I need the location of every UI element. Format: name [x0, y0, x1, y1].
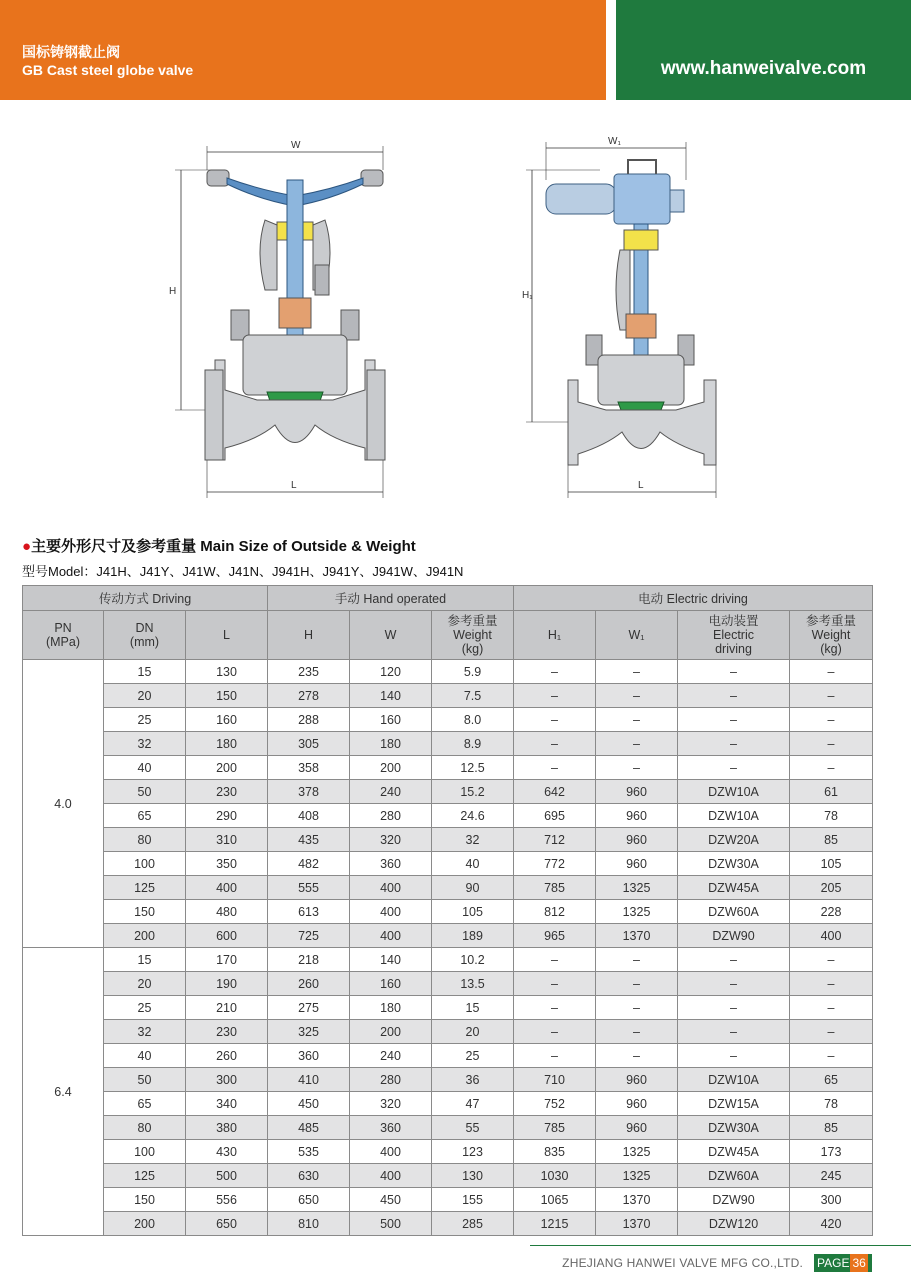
table-cell: 40 [104, 756, 186, 780]
col-l: L [186, 611, 268, 660]
table-cell: 78 [790, 804, 873, 828]
table-cell: – [790, 708, 873, 732]
table-cell: 600 [186, 924, 268, 948]
table-cell: DZW10A [678, 1068, 790, 1092]
table-cell: 180 [350, 996, 432, 1020]
table-cell: 360 [268, 1044, 350, 1068]
table-cell: – [596, 948, 678, 972]
col-weight: 参考重量 Weight (kg) [432, 611, 514, 660]
table-cell: – [678, 972, 790, 996]
table-cell: 275 [268, 996, 350, 1020]
col-w1: W₁ [596, 611, 678, 660]
table-cell: 400 [350, 876, 432, 900]
table-cell: 1325 [596, 900, 678, 924]
table-cell: – [596, 1020, 678, 1044]
table-cell: – [596, 708, 678, 732]
pn-cell: 6.4 [23, 948, 104, 1236]
col-device: 电动装置 Electric driving [678, 611, 790, 660]
table-row [23, 732, 873, 756]
footer-divider [530, 1245, 911, 1246]
table-cell: 32 [104, 1020, 186, 1044]
table-cell: 140 [350, 948, 432, 972]
table-cell: 13.5 [432, 972, 514, 996]
table-cell: 482 [268, 852, 350, 876]
table-cell: – [596, 1044, 678, 1068]
table-cell: 810 [268, 1212, 350, 1236]
table-row [23, 1092, 873, 1116]
table-row [23, 1140, 873, 1164]
table-row [23, 948, 873, 972]
table-cell: 65 [790, 1068, 873, 1092]
table-row [23, 1164, 873, 1188]
table-cell: 125 [104, 1164, 186, 1188]
table-cell: 630 [268, 1164, 350, 1188]
table-cell: 785 [514, 876, 596, 900]
table-cell: 120 [350, 660, 432, 684]
table-cell: 32 [104, 732, 186, 756]
table-row [23, 828, 873, 852]
table-row [23, 972, 873, 996]
table-cell: 410 [268, 1068, 350, 1092]
pn-cell: 4.0 [23, 660, 104, 948]
section-title [22, 535, 416, 556]
table-row [23, 1116, 873, 1140]
table-cell: 200 [186, 756, 268, 780]
table-cell: 228 [790, 900, 873, 924]
table-cell: 180 [350, 732, 432, 756]
table-cell: 160 [350, 708, 432, 732]
table-cell: 230 [186, 780, 268, 804]
table-row [23, 1020, 873, 1044]
table-cell: 40 [432, 852, 514, 876]
spec-table-body [23, 660, 873, 1236]
page-badge [814, 1254, 872, 1272]
table-cell: – [514, 1044, 596, 1068]
table-cell: 7.5 [432, 684, 514, 708]
col-pn: PN (MPa) [23, 611, 104, 660]
table-cell: 125 [104, 876, 186, 900]
table-cell: DZW30A [678, 1116, 790, 1140]
page-title-cn: 国标铸钢截止阀 [22, 44, 120, 60]
table-row [23, 1212, 873, 1236]
table-cell: – [678, 948, 790, 972]
table-cell: – [678, 1044, 790, 1068]
table-row [23, 684, 873, 708]
table-cell: 1215 [514, 1212, 596, 1236]
table-cell: 325 [268, 1020, 350, 1044]
table-cell: 695 [514, 804, 596, 828]
table-cell: 150 [104, 1188, 186, 1212]
dim-h-label: H [169, 286, 177, 297]
table-cell: 358 [268, 756, 350, 780]
table-cell: DZW10A [678, 804, 790, 828]
table-cell: – [514, 684, 596, 708]
table-cell: 10.2 [432, 948, 514, 972]
table-cell: 613 [268, 900, 350, 924]
table-cell: – [514, 732, 596, 756]
table-cell: 150 [186, 684, 268, 708]
table-cell: 260 [186, 1044, 268, 1068]
table-cell: – [790, 1020, 873, 1044]
page-title-en: GB Cast steel globe valve [22, 62, 194, 78]
table-cell: 25 [104, 996, 186, 1020]
table-cell: 173 [790, 1140, 873, 1164]
table-cell: – [678, 1020, 790, 1044]
table-cell: 100 [104, 1140, 186, 1164]
table-cell: 285 [432, 1212, 514, 1236]
table-cell: 15 [104, 660, 186, 684]
table-cell: 288 [268, 708, 350, 732]
table-cell: 535 [268, 1140, 350, 1164]
table-cell: 15.2 [432, 780, 514, 804]
table-cell: 140 [350, 684, 432, 708]
table-cell: 450 [350, 1188, 432, 1212]
table-cell: 100 [104, 852, 186, 876]
table-cell: – [596, 756, 678, 780]
table-cell: 485 [268, 1116, 350, 1140]
table-row [23, 780, 873, 804]
table-cell: – [514, 972, 596, 996]
table-cell: 555 [268, 876, 350, 900]
table-cell: 280 [350, 804, 432, 828]
model-line: 型号Model：J41H、J41Y、J41W、J41N、J941H、J941Y、J941W、J941N [22, 564, 464, 579]
table-cell: 1370 [596, 1212, 678, 1236]
table-cell: 340 [186, 1092, 268, 1116]
table-cell: DZW60A [678, 1164, 790, 1188]
table-cell: – [514, 756, 596, 780]
table-cell: 772 [514, 852, 596, 876]
table-cell: 965 [514, 924, 596, 948]
table-cell: 960 [596, 828, 678, 852]
table-cell: – [596, 732, 678, 756]
table-cell: – [678, 660, 790, 684]
table-cell: 642 [514, 780, 596, 804]
table-cell: 24.6 [432, 804, 514, 828]
table-cell: DZW10A [678, 780, 790, 804]
table-cell: 725 [268, 924, 350, 948]
table-cell: 1370 [596, 1188, 678, 1212]
table-cell: 960 [596, 852, 678, 876]
col-dn: DN (mm) [104, 611, 186, 660]
table-cell: 400 [186, 876, 268, 900]
table-cell: 1370 [596, 924, 678, 948]
table-cell: 240 [350, 780, 432, 804]
col-h1: H₁ [514, 611, 596, 660]
table-cell: 40 [104, 1044, 186, 1068]
col-w: W [350, 611, 432, 660]
table-cell: 712 [514, 828, 596, 852]
dim-w-label: W [291, 140, 301, 151]
table-cell: 350 [186, 852, 268, 876]
table-row [23, 1068, 873, 1092]
table-cell: 1325 [596, 1140, 678, 1164]
table-cell: 105 [432, 900, 514, 924]
table-cell: 320 [350, 828, 432, 852]
dim-l1-label: L [638, 480, 644, 491]
table-cell: 380 [186, 1116, 268, 1140]
table-cell: 50 [104, 780, 186, 804]
dim-w1-label: W₁ [608, 136, 621, 147]
table-cell: 50 [104, 1068, 186, 1092]
table-cell: 290 [186, 804, 268, 828]
header-hand: 手动 Hand operated [268, 586, 514, 611]
table-cell: – [678, 708, 790, 732]
table-cell: 130 [432, 1164, 514, 1188]
table-cell: – [678, 684, 790, 708]
electric-valve-drawing [520, 130, 730, 505]
table-cell: 450 [268, 1092, 350, 1116]
dim-h1-label: H₁ [522, 290, 533, 301]
table-cell: – [514, 996, 596, 1020]
table-cell: DZW45A [678, 876, 790, 900]
table-cell: 200 [350, 756, 432, 780]
table-cell: 170 [186, 948, 268, 972]
header-green-band [616, 0, 911, 100]
header-orange-band [0, 0, 606, 100]
table-cell: 123 [432, 1140, 514, 1164]
table-cell: – [514, 1020, 596, 1044]
footer-company: ZHEJIANG HANWEI VALVE MFG CO.,LTD. [562, 1256, 803, 1270]
table-cell: 650 [268, 1188, 350, 1212]
bullet-dot-icon: ● [22, 538, 32, 555]
table-cell: 1325 [596, 876, 678, 900]
table-cell: 960 [596, 1068, 678, 1092]
table-cell: DZW90 [678, 924, 790, 948]
table-cell: 65 [104, 1092, 186, 1116]
table-cell: 15 [104, 948, 186, 972]
table-cell: 408 [268, 804, 350, 828]
table-cell: 210 [186, 996, 268, 1020]
table-cell: – [790, 1044, 873, 1068]
table-cell: 80 [104, 828, 186, 852]
table-cell: – [790, 756, 873, 780]
table-cell: 32 [432, 828, 514, 852]
table-cell: DZW45A [678, 1140, 790, 1164]
table-cell: – [514, 660, 596, 684]
table-cell: 400 [350, 924, 432, 948]
table-cell: 230 [186, 1020, 268, 1044]
table-cell: DZW30A [678, 852, 790, 876]
table-cell: 500 [350, 1212, 432, 1236]
table-cell: 65 [104, 804, 186, 828]
table-cell: 260 [268, 972, 350, 996]
table-cell: – [678, 732, 790, 756]
page-number: 36 [852, 1256, 866, 1270]
table-cell: 55 [432, 1116, 514, 1140]
table-row [23, 996, 873, 1020]
spec-table [22, 585, 873, 1236]
table-cell: 218 [268, 948, 350, 972]
table-row [23, 660, 873, 684]
table-cell: 835 [514, 1140, 596, 1164]
table-cell: DZW60A [678, 900, 790, 924]
page-label: PAGE [817, 1256, 850, 1270]
table-cell: 710 [514, 1068, 596, 1092]
col-h: H [268, 611, 350, 660]
table-cell: 78 [790, 1092, 873, 1116]
table-cell: DZW90 [678, 1188, 790, 1212]
table-row [23, 876, 873, 900]
table-cell: 200 [104, 1212, 186, 1236]
table-cell: 420 [790, 1212, 873, 1236]
table-cell: 430 [186, 1140, 268, 1164]
table-cell: 752 [514, 1092, 596, 1116]
table-cell: 20 [104, 684, 186, 708]
table-cell: 205 [790, 876, 873, 900]
table-cell: – [790, 732, 873, 756]
table-cell: – [678, 756, 790, 780]
table-cell: 320 [350, 1092, 432, 1116]
table-cell: 85 [790, 1116, 873, 1140]
table-cell: 960 [596, 804, 678, 828]
table-cell: 155 [432, 1188, 514, 1212]
table-cell: – [596, 996, 678, 1020]
table-cell: 556 [186, 1188, 268, 1212]
table-cell: – [678, 996, 790, 1020]
table-cell: – [596, 660, 678, 684]
table-cell: 400 [790, 924, 873, 948]
section-title-text: 主要外形尺寸及参考重量 Main Size of Outside & Weight [31, 538, 416, 555]
table-cell: 180 [186, 732, 268, 756]
table-cell: 1325 [596, 1164, 678, 1188]
dim-l-label: L [291, 480, 297, 491]
table-cell: 200 [350, 1020, 432, 1044]
table-cell: – [790, 996, 873, 1020]
table-cell: 960 [596, 1116, 678, 1140]
table-cell: 90 [432, 876, 514, 900]
table-row [23, 804, 873, 828]
table-cell: DZW15A [678, 1092, 790, 1116]
table-cell: 20 [432, 1020, 514, 1044]
table-cell: 190 [186, 972, 268, 996]
table-cell: 400 [350, 1164, 432, 1188]
table-row [23, 1044, 873, 1068]
col-weight2: 参考重量 Weight (kg) [790, 611, 873, 660]
table-row [23, 852, 873, 876]
table-cell: 812 [514, 900, 596, 924]
table-cell: 1030 [514, 1164, 596, 1188]
header-electric: 电动 Electric driving [514, 586, 873, 611]
table-cell: 80 [104, 1116, 186, 1140]
table-cell: 245 [790, 1164, 873, 1188]
table-cell: 8.9 [432, 732, 514, 756]
table-cell: 400 [350, 1140, 432, 1164]
table-cell: 278 [268, 684, 350, 708]
table-cell: DZW20A [678, 828, 790, 852]
table-cell: 1065 [514, 1188, 596, 1212]
table-cell: 280 [350, 1068, 432, 1092]
table-cell: 650 [186, 1212, 268, 1236]
table-cell: – [596, 684, 678, 708]
table-cell: 25 [432, 1044, 514, 1068]
table-row [23, 1188, 873, 1212]
table-cell: – [790, 948, 873, 972]
table-cell: 378 [268, 780, 350, 804]
table-cell: 360 [350, 852, 432, 876]
table-cell: – [514, 708, 596, 732]
website-link[interactable]: www.hanweivalve.com [660, 58, 867, 79]
table-cell: 85 [790, 828, 873, 852]
table-cell: 5.9 [432, 660, 514, 684]
table-cell: 12.5 [432, 756, 514, 780]
table-cell: 15 [432, 996, 514, 1020]
table-row [23, 900, 873, 924]
table-cell: 400 [350, 900, 432, 924]
table-cell: 20 [104, 972, 186, 996]
table-cell: 200 [104, 924, 186, 948]
header-driving: 传动方式 Driving [23, 586, 268, 611]
table-cell: DZW120 [678, 1212, 790, 1236]
table-cell: 150 [104, 900, 186, 924]
table-cell: 300 [790, 1188, 873, 1212]
table-cell: 360 [350, 1116, 432, 1140]
table-cell: 310 [186, 828, 268, 852]
table-cell: 160 [186, 708, 268, 732]
table-cell: 960 [596, 1092, 678, 1116]
table-cell: 785 [514, 1116, 596, 1140]
table-cell: – [790, 660, 873, 684]
table-cell: – [790, 684, 873, 708]
table-cell: 105 [790, 852, 873, 876]
table-cell: 240 [350, 1044, 432, 1068]
table-cell: 25 [104, 708, 186, 732]
table-cell: 235 [268, 660, 350, 684]
table-cell: 300 [186, 1068, 268, 1092]
table-cell: 61 [790, 780, 873, 804]
table-cell: 500 [186, 1164, 268, 1188]
table-cell: 36 [432, 1068, 514, 1092]
table-cell: 160 [350, 972, 432, 996]
table-cell: – [790, 972, 873, 996]
table-cell: – [596, 972, 678, 996]
table-cell: 47 [432, 1092, 514, 1116]
table-cell: 189 [432, 924, 514, 948]
table-cell: – [514, 948, 596, 972]
table-cell: 305 [268, 732, 350, 756]
table-row [23, 924, 873, 948]
table-cell: 8.0 [432, 708, 514, 732]
table-cell: 130 [186, 660, 268, 684]
table-row [23, 756, 873, 780]
table-cell: 480 [186, 900, 268, 924]
manual-valve-drawing [165, 130, 405, 505]
table-cell: 435 [268, 828, 350, 852]
table-row [23, 708, 873, 732]
table-cell: 960 [596, 780, 678, 804]
